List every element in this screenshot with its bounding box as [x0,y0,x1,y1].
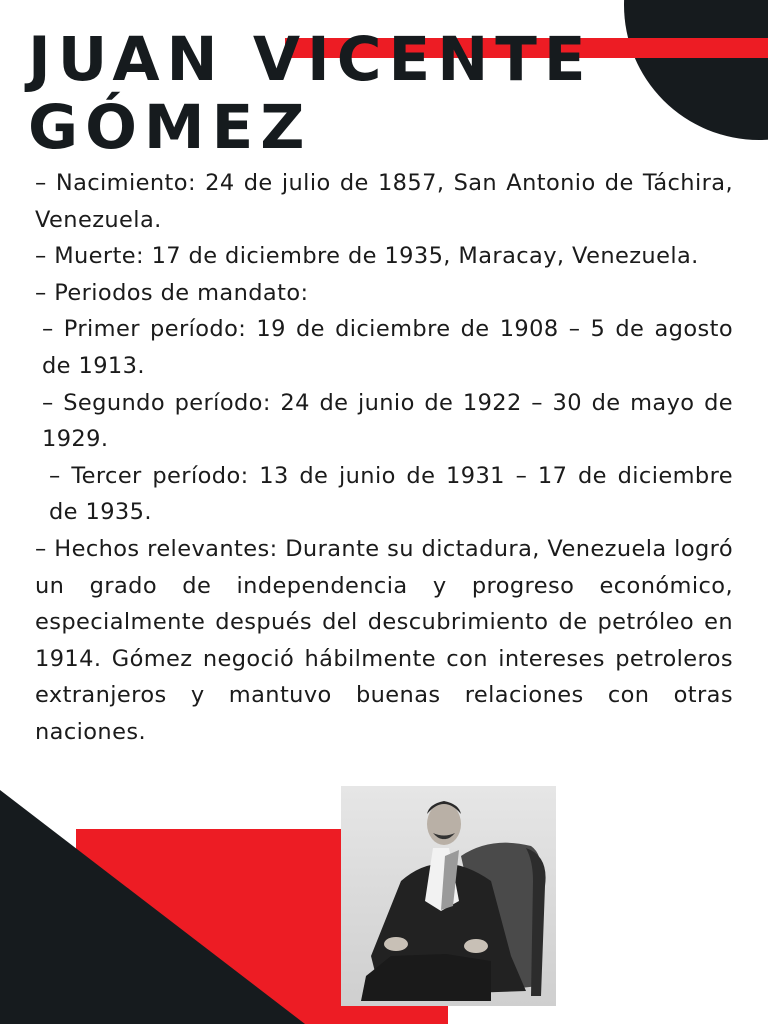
terms-heading: – Periodos de mandato: [35,279,309,306]
biography-text [35,165,733,751]
birth-line: – Nacimiento: 24 de julio de 1857, San Antonio de Táchira, Venezuela. [35,170,733,233]
first-term-line: – Primer período: 19 de diciembre de 1908 – 5 de agosto de 1913. [42,316,733,379]
title-line-2: GÓMEZ [28,92,312,163]
title-line-1: JUAN VICENTE [28,24,593,95]
page-title [28,26,593,162]
portrait-illustration [341,786,556,1006]
third-term-line: – Tercer período: 13 de junio de 1931 – 17 de diciembre de 1935. [49,462,733,526]
second-term-line: – Segundo período: 24 de junio de 1922 – 30 de mayo de 1929. [42,389,733,453]
death-line: – Muerte: 17 de diciembre de 1935, Maracay, Venezuela. [35,243,699,270]
portrait-photo [341,786,556,1006]
relevant-facts-paragraph: – Hechos relevantes: Durante su dictadura, Venezuela logró un grado de independencia y progreso económico, especialmente después del descubrimiento de petróleo en 1914. Gómez negoció hábilmente con intereses petroleros extranjeros y mantuvo buenas relaciones con otras naciones. [35,535,733,745]
